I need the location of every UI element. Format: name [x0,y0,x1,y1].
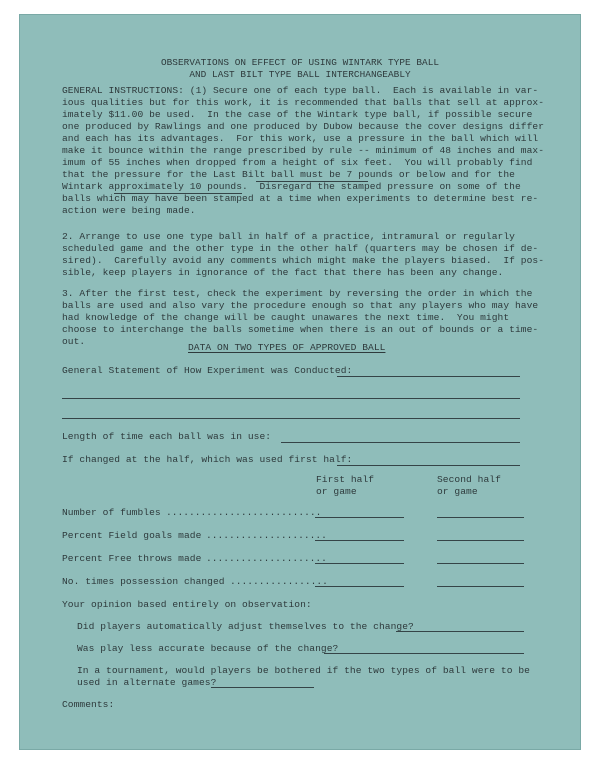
instructions-line: imately $11.00 be used. In the case of the Wintark type ball, if possible secure [62,109,533,120]
general-statement-field-1[interactable] [337,376,520,377]
instructions-line: GENERAL INSTRUCTIONS: (1) Secure one of each type ball. Each is available in var- [62,85,539,96]
instructions-line: balls which may have been stamped at a time when experiments to determine best re- [62,193,539,204]
instructions-line: imum of 55 inches when dropped from a height of six feet. You will probably find [62,157,533,168]
instructions-line: Wintark approximately 10 pounds. Disregard the stamped pressure on some of the [62,181,521,192]
instructions-line: and each has its advantages. For this work, use a pressure in the ball which will [62,133,539,144]
first-half-field[interactable] [315,540,404,541]
instructions-line: 2. Arrange to use one type ball in half of a practice, intramural or regularly [62,231,515,242]
general-statement-field-3[interactable] [62,418,520,419]
question-adjust-field[interactable] [396,631,524,632]
general-statement-field-2[interactable] [62,398,520,399]
instructions-line: sired). Carefully avoid any comments which might make the players biased. If pos- [62,255,544,266]
instructions-line: scheduled game and the other type in the other half (quarters may be chosen if de- [62,243,539,254]
underline-7-pounds [256,181,368,182]
column-header-first-half-sub: or game [316,486,357,497]
second-half-field[interactable] [437,517,524,518]
instructions-line: ious qualities but for this work, it is recommended that balls that sell at approx- [62,97,544,108]
form-sheet: OBSERVATIONS ON EFFECT OF USING WINTARK TYPE BALL AND LAST BILT TYPE BALL INTERCHANGEABLY GENERAL INSTRUCTIONS: (1) Secure one of each type ball. Each is available in var- ious qualities but for this work, it is recommended that balls that sell at approx- imately $11.00 be used. In the case of the Wintark type ball, if possible secure one produced by Rawlings and one produced by Dubow because the cover designs differ and each has its advantages. For this work, use a pressure in the ball which will make it bounce within the range prescribed by rule -- minimum of 48 inches and max- imum of 55 inches when dropped from a height of six feet. You will probably find that the pressure for the Last Bilt ball must be 7 pounds or below and for the Wintark approximately 10 pounds. Disregard the stamped pressure on some of the balls which may have been stamped at a time when experiments to determine best re- action were being made. 2. Arrange to use one type ball in half of a practice, intramural or regularly scheduled game and the other type in the other half (quarters may be chosen if de- sired). Carefully avoid any comments which might make the players biased. If pos- sible, keep players in ignorance of the fact that there has been any change. 3. After the first test, check the experiment by reversing the order in which the balls are used and also vary the procedure enough so that any players who may have had knowledge of the change will be caught unawares the next time. You might choose to interchange the balls sometime when there is an out of bounds or a time- out. DATA ON TWO TYPES OF APPROVED BALL General Statement of How Experiment was Conducted: Length of time each ball was in use: If changed at the half, which was used first half: First half or game Second half or game Number of fumbles ........................... Percent Field goals made ..................... Percent Free throws made ..................... No. times possession changed ................. Your opinion based entirely on observation: Did players automatically adjust themselves to the change? Was play less accurate because of the change? In a tournament, would players be bothered if the two types of ball were to be used in alternate games? Comments: [19,14,581,750]
length-of-time-field[interactable] [281,442,520,443]
row-label: Number of fumbles [62,507,161,518]
instructions-line: make it bounce within the range prescribed by rule -- minimum of 48 inches and max- [62,145,544,156]
comments-label: Comments: [62,699,115,710]
second-half-field[interactable] [437,540,524,541]
question-adjust: Did players automatically adjust themselves to the change? [77,621,414,632]
length-of-time-label: Length of time each ball was in use: [62,431,272,442]
row-label: Percent Field goals made [62,530,202,541]
data-section-heading: DATA ON TWO TYPES OF APPROVED BALL [188,342,386,353]
first-half-field[interactable] [315,563,404,564]
row-label: Percent Free throws made [62,553,202,564]
second-half-field[interactable] [437,563,524,564]
underline-10-pounds [114,193,242,194]
instructions-line: one produced by Rawlings and one produced by Dubow because the cover designs differ [62,121,544,132]
opinion-label: Your opinion based entirely on observation: [62,599,312,610]
column-header-second-half: Second half [437,474,501,485]
instructions-line: choose to interchange the balls sometime when there is an out of bounds or a time- [62,324,539,335]
instructions-line: balls are used and also vary the procedure enough so that any players who may have [62,300,539,311]
instructions-line: that the pressure for the Last Bilt ball must be 7 pounds or below and for the [62,169,515,180]
question-accuracy: Was play less accurate because of the change? [77,643,339,654]
question-tournament-cont: used in alternate games? [77,677,217,688]
question-tournament: In a tournament, would players be bothered if the two types of ball were to be [77,665,530,676]
instructions-line: had knowledge of the change will be caught unawares the next time. You might [62,312,510,323]
form-title-line-1: OBSERVATIONS ON EFFECT OF USING WINTARK TYPE BALL [160,57,440,68]
question-accuracy-field[interactable] [324,653,524,654]
changed-at-half-field[interactable] [337,465,520,466]
instructions-line: 3. After the first test, check the experiment by reversing the order in which the [62,288,533,299]
first-half-field[interactable] [315,586,404,587]
first-half-field[interactable] [315,517,404,518]
instructions-line: out. [62,336,86,347]
column-header-first-half: First half [316,474,375,485]
row-label: No. times possession changed [62,576,225,587]
question-tournament-field[interactable] [211,687,314,688]
form-title-line-2: AND LAST BILT TYPE BALL INTERCHANGEABLY [189,69,411,80]
general-statement-label: General Statement of How Experiment was Conducted: [62,365,353,376]
instructions-line: sible, keep players in ignorance of the fact that there has been any change. [62,267,504,278]
column-header-second-half-sub: or game [437,486,478,497]
instructions-line: action were being made. [62,205,196,216]
changed-at-half-label: If changed at the half, which was used first half: [62,454,353,465]
second-half-field[interactable] [437,586,524,587]
